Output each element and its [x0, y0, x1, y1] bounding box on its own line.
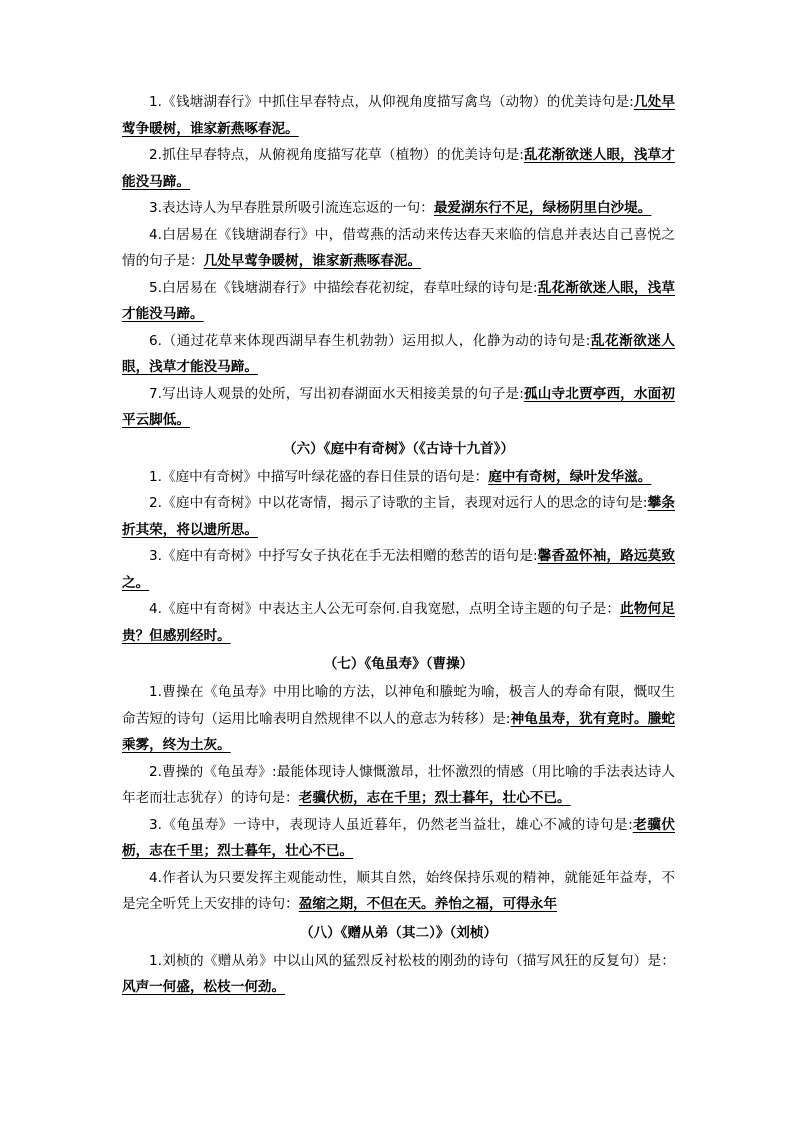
- question-text: 3.表达诗人为早春胜景所吸引流连忘返的一句：: [149, 200, 434, 216]
- document-page: [122, 89, 675, 1001]
- answer-text: 攀条折其荣，将以遗所思。: [122, 495, 675, 538]
- question-text: 3.《庭中有奇树》中抒写女子执花在手无法相赠的愁苦的语句是:: [149, 548, 538, 564]
- question-text: 2.抓住早春特点，从俯视角度描写花草（植物）的优美诗句是:: [149, 147, 524, 163]
- answer-text: 风声一何盛，松枝一何劲。: [122, 979, 286, 995]
- question-item: [122, 381, 675, 434]
- answer-text: 乱花渐欲迷人眼，浅草才能没马蹄。: [122, 332, 675, 375]
- answer-text: 老骥伏枥，志在千里；烈士暮年，壮心不已。: [122, 816, 675, 859]
- question-text: 1.《庭中有奇树》中描写叶绿花盛的春日佳景的语句是：: [149, 468, 489, 485]
- answer-text: 馨香盈怀袖，路远莫致之。: [122, 548, 675, 591]
- question-text: 5.白居易在《钱塘湖春行》中描绘春花初绽，春草吐绿的诗句是:: [149, 279, 538, 296]
- section-qiantang: [122, 89, 675, 434]
- question-text: 6.（通过花草来体现西湖早春生机勃勃）运用拟人，化静为动的诗句是:: [149, 332, 591, 349]
- answer-text: 最爱湖东行不足，绿杨阴里白沙堤。: [433, 200, 652, 216]
- answer-text: 乱花渐欲迷人眼，浅草才能没马蹄。: [122, 147, 675, 190]
- question-item: [122, 679, 675, 759]
- answer-text: 几处早莺争暖树，谁家新燕啄春泥。: [122, 94, 675, 137]
- question-item: [122, 543, 675, 596]
- question-item: [122, 89, 675, 142]
- section-zengcongdi: [122, 918, 675, 1001]
- question-item: [122, 596, 675, 649]
- question-item: [122, 142, 675, 195]
- answer-text: 老骥伏枥，志在千里；烈士暮年，壮心不已。: [298, 790, 571, 806]
- answer-text: 几处早莺争暖树，谁家新燕啄春泥。: [203, 253, 422, 269]
- question-text: 1.曹操在《龟虽寿》中用比喻的方法，以神龟和螣蛇为喻，极言人的寿命有限，慨叹生命苦短的诗句（运用比喻表明自然规律不以人的意志为转移）是:: [122, 684, 675, 727]
- section-heading: （八）《赠从弟（其二）》（刘桢）: [299, 924, 498, 941]
- question-item: [122, 759, 675, 812]
- section-tingzhong: [122, 434, 675, 650]
- question-text: 2.曹操的《龟虽寿》:最能体现诗人慷慨激昂，壮怀激烈的情感（用比喻的手法表达诗人年老而壮志犹存）的诗句是：: [122, 763, 675, 806]
- question-item: [122, 222, 675, 275]
- question-item: [122, 948, 675, 1001]
- answer-text: 乱花渐欲迷人眼，浅草才能没马蹄。: [122, 279, 675, 322]
- question-text: 1.《钱塘湖春行》中抓住早春特点，从仰视角度描写禽鸟（动物）的优美诗句是:: [149, 94, 634, 110]
- section-heading: （七）《龟虽寿》（曹操）: [323, 656, 474, 672]
- answer-text: 庭中有奇树，绿叶发华滋。: [488, 468, 652, 485]
- question-text: 4.《庭中有奇树》中表达主人公无可奈何.自我宽慰，点明全诗主题的句子是：: [149, 601, 621, 617]
- answer-text: 盈缩之期，不但在天。养怡之福，可得永年: [298, 896, 557, 912]
- answer-text: 孤山寺北贾亭西，水面初平云脚低。: [122, 385, 675, 428]
- section-heading: （六）《庭中有奇树》（《古诗十九首》）: [282, 440, 515, 457]
- question-item: [122, 812, 675, 865]
- question-item: [122, 275, 675, 328]
- question-text: 7.写出诗人观景的处所，写出初春湖面水天相接美景的句子是:: [149, 385, 524, 402]
- answer-text: 此物何足贵？但感别经时。: [122, 601, 675, 644]
- question-text: 2.《庭中有奇树》中以花寄情，揭示了诗歌的主旨，表现对远行人的思念的诗句是:: [149, 495, 648, 511]
- question-item: [122, 328, 675, 381]
- question-item: [122, 464, 675, 491]
- question-text: 4.白居易在《钱塘湖春行》中，借莺燕的活动来传达春天来临的信息并表达自己喜悦之情的句子是：: [122, 226, 675, 269]
- question-text: 3.《龟虽寿》一诗中，表现诗人虽近暮年，仍然老当益壮，雄心不减的诗句是:: [149, 816, 633, 833]
- question-text: 4.作者认为只要发挥主观能动性，顺其自然，始终保持乐观的精神，就能延年益寿，不是完全听凭上天安排的诗句：: [122, 869, 675, 912]
- question-item: [122, 865, 675, 918]
- answer-text: 神龟虽寿，犹有竟时。螣蛇乘雾，终为土灰。: [122, 710, 676, 753]
- question-item: [122, 195, 675, 222]
- section-guisuishou: [122, 649, 675, 918]
- question-text: 1.刘桢的《赠从弟》中以山风的猛烈反衬松枝的刚劲的诗句（描写风狂的反复句）是：: [149, 952, 675, 969]
- question-item: [122, 490, 675, 543]
